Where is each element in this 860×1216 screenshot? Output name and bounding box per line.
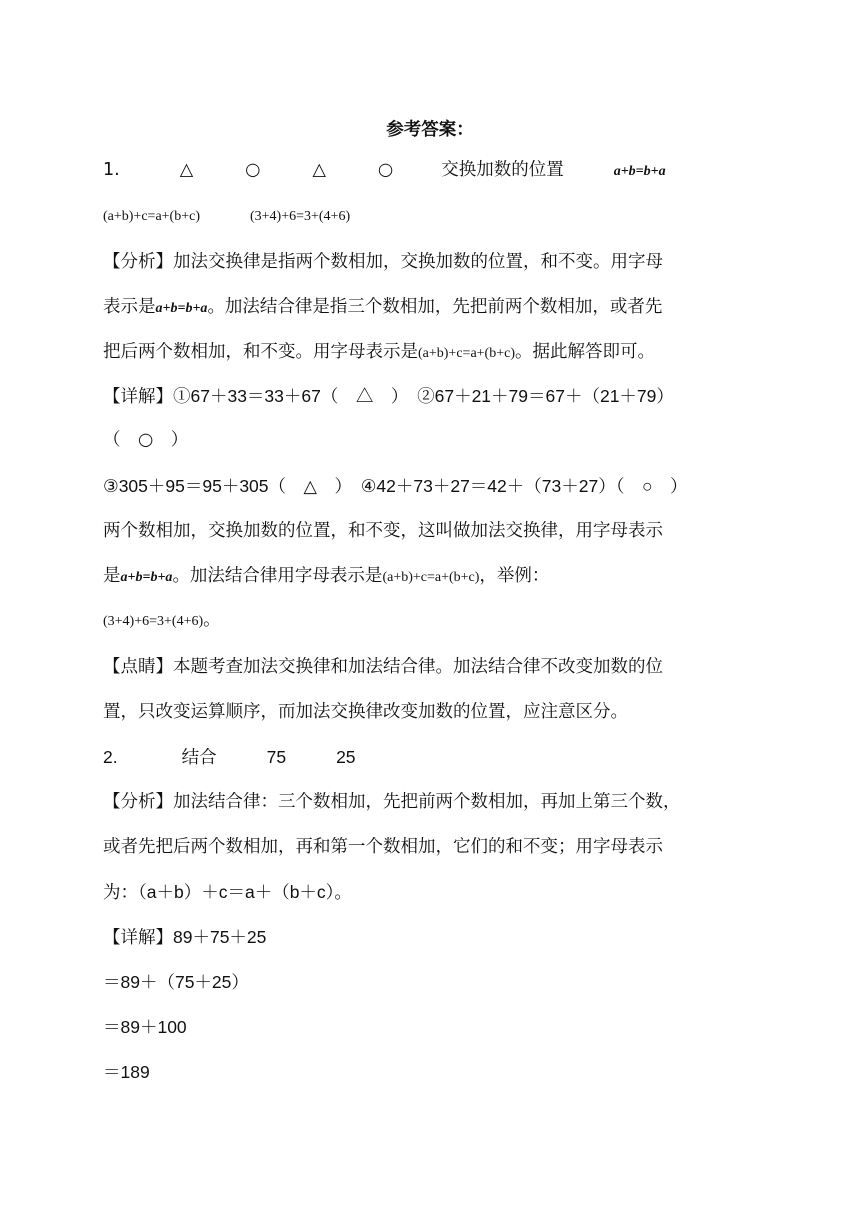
q2-step-2: ＝89＋100 bbox=[103, 1017, 187, 1037]
page-title: 参考答案： bbox=[386, 120, 474, 140]
q1-number: 1. bbox=[103, 160, 120, 180]
q1-analysis-line-3: 把后两个数相加，和不变。用字母表示是(a+b)+c=a+(b+c)。据此解答即可。 bbox=[103, 342, 655, 362]
q2-analysis-line-2: 或者先把后两个数相加，再和第一个数相加，它们的和不变；用字母表示 bbox=[103, 837, 663, 857]
q1-answer-5: 交换加数的位置 bbox=[441, 160, 564, 180]
q2-number: 2. bbox=[103, 747, 118, 767]
q2-analysis-line-1: 【分析】加法结合律：三个数相加，先把前两个数相加，再加上第三个数， bbox=[103, 792, 681, 812]
q1-formula-line bbox=[103, 203, 350, 229]
q2-step-1: ＝89＋（75＋25） bbox=[103, 972, 249, 992]
q1-point-line-1: 【点睛】本题考查加法交换律和加法结合律。加法结合律不改变加数的位 bbox=[103, 657, 663, 677]
q2-detail-line-1: 【详解】89＋75＋25 bbox=[103, 927, 267, 947]
q2-answer-line bbox=[103, 745, 356, 769]
q1-formula-associative: (a+b)+c=a+(b+c) bbox=[103, 209, 200, 224]
q1-example: (3+4)+6=3+(4+6) bbox=[249, 209, 351, 224]
q1-answer-4: ○ bbox=[377, 160, 394, 180]
q1-detail-line-1: 【详解】①67＋33＝33＋67（ △ ） ②67＋21＋79＝67＋（21＋79） bbox=[103, 386, 674, 406]
q2-answer-2: 75 bbox=[266, 747, 287, 767]
q1-analysis-line-2: 表示是a+b=b+a。加法结合律是指三个数相加，先把前两个数相加，或者先 bbox=[103, 297, 663, 317]
q1-answer-line bbox=[103, 158, 666, 184]
q1-answer-1: △ bbox=[179, 160, 194, 180]
q1-detail-line-3: ③305＋95＝95＋305（ △ ） ④42＋73＋27＝42＋（73＋27）（ ○ ） bbox=[103, 476, 688, 496]
q1-point-line-2: 置，只改变运算顺序，而加法交换律改变加数的位置，应注意区分。 bbox=[103, 702, 628, 722]
q1-answer-2: ○ bbox=[245, 160, 261, 180]
q1-analysis-line-1: 【分析】加法交换律是指两个数相加，交换加数的位置，和不变。用字母 bbox=[103, 252, 663, 272]
q1-formula-commutative: a+b=b+a bbox=[613, 164, 666, 179]
q1-answer-3: △ bbox=[312, 160, 326, 180]
q2-answer-3: 25 bbox=[336, 747, 356, 767]
q2-step-3: ＝189 bbox=[103, 1062, 150, 1082]
q1-detail-line-6: (3+4)+6=3+(4+6)。 bbox=[103, 610, 221, 630]
q2-analysis-line-3: 为：（a＋b）＋c＝a＋（b＋c）。 bbox=[103, 882, 352, 902]
q1-detail-line-4: 两个数相加，交换加数的位置，和不变，这叫做加法交换律，用字母表示 bbox=[103, 521, 663, 541]
q1-detail-line-5: 是a+b=b+a。加法结合律用字母表示是(a+b)+c=a+(b+c)，举例： bbox=[103, 566, 550, 586]
q2-answer-1: 结合 bbox=[181, 747, 217, 767]
q1-detail-line-2: （ ○ ） bbox=[103, 430, 189, 450]
